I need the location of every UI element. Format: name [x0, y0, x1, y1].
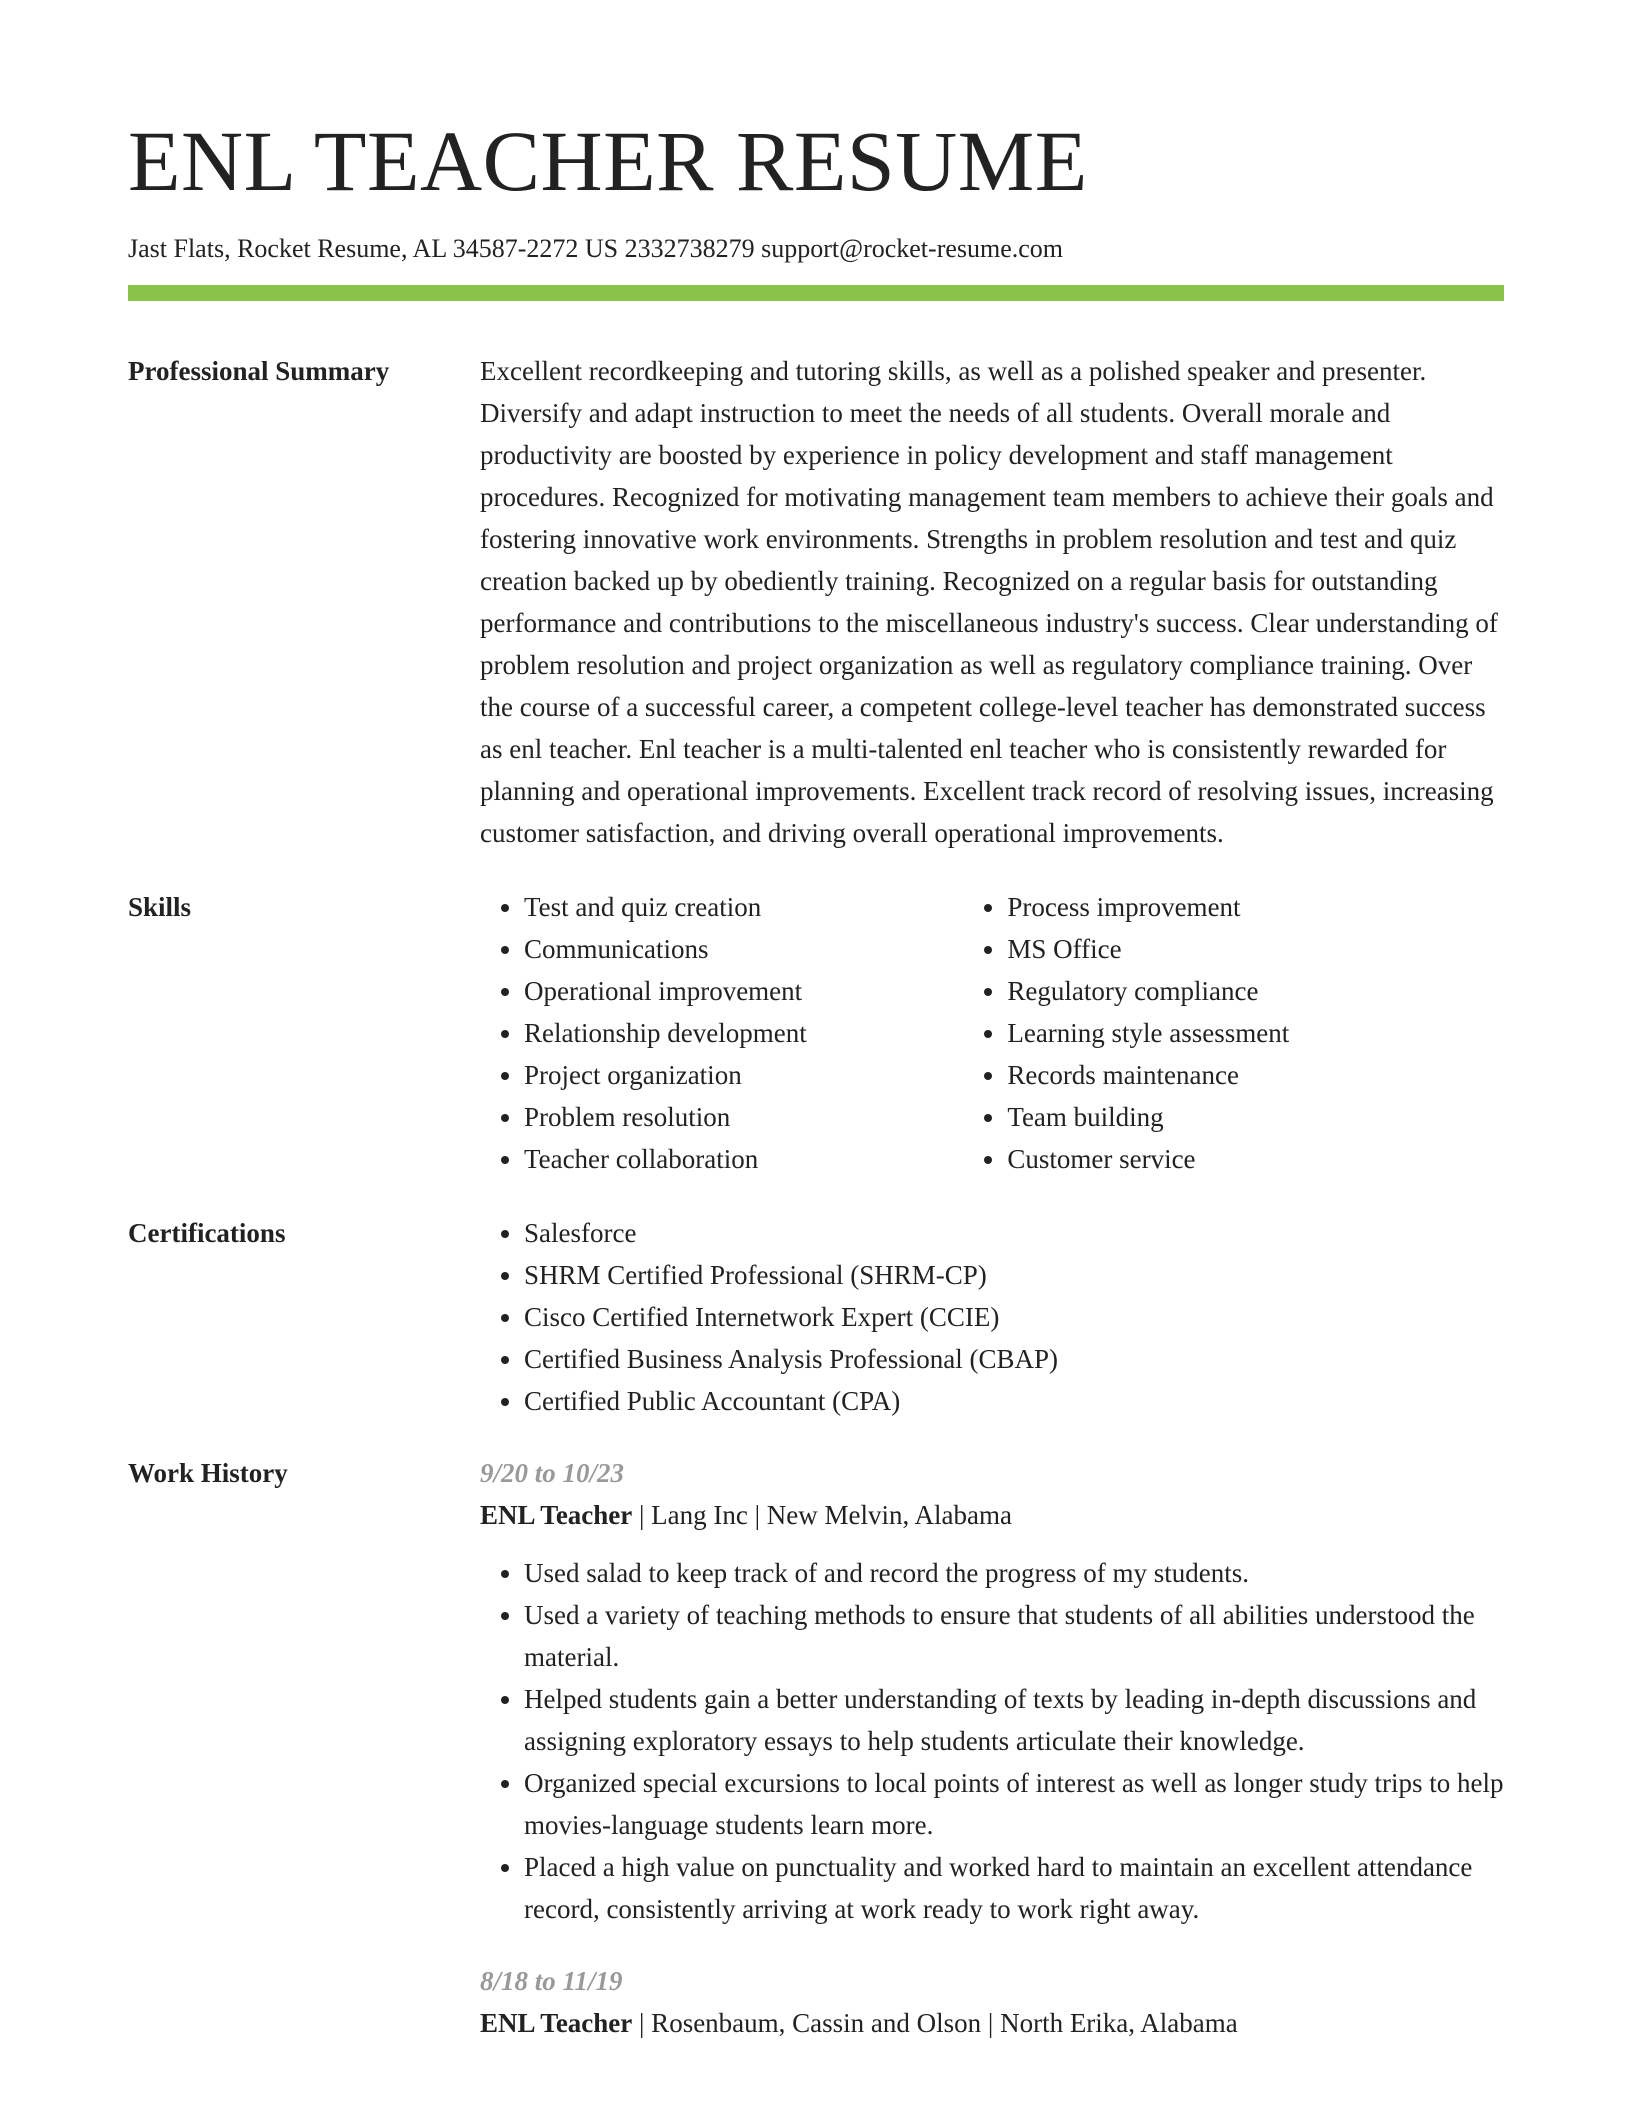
certification-item: • Certified Business Analysis Professional (CBAP)	[524, 1338, 1504, 1380]
certifications-heading: Certifications	[128, 1218, 286, 1248]
skills-list-right	[963, 886, 1504, 1180]
work-history-section	[128, 1452, 1504, 2044]
skill-item: • Records maintenance	[1007, 1054, 1504, 1096]
job-entry	[480, 1960, 1504, 2044]
certification-item: • Cisco Certified Internetwork Expert (CCIE)	[524, 1296, 1504, 1338]
skill-item: • Team building	[1007, 1096, 1504, 1138]
resume-body	[128, 350, 1504, 2044]
job-heading-line	[480, 1494, 1504, 1536]
skill-item: • Learning style assessment	[1007, 1012, 1504, 1054]
skills-heading: Skills	[128, 892, 192, 922]
skill-item: • Customer service	[1007, 1138, 1504, 1180]
summary-text: Excellent recordkeeping and tutoring skills, as well as a polished speaker and presenter. Diversify and adapt instruction to meet the needs of all students. Overall morale and productivity are boosted by experience in policy development and staff management procedures. Recognized for motivating management team members to achieve their goals and fostering innovative work environments. Strengths in problem resolution and test and quiz creation backed up by obediently training. Recognized on a regular basis for outstanding performance and contributions to the miscellaneous industry's success. Clear understanding of problem resolution and project organization as well as regulatory compliance training. Over the course of a successful career, a competent college-level teacher has demonstrated success as enl teacher. Enl teacher is a multi-talented enl teacher who is consistently rewarded for planning and operational improvements. Excellent track record of resolving issues, increasing customer satisfaction, and driving overall operational improvements.	[480, 356, 1498, 848]
skills-list-left	[480, 886, 963, 1180]
skill-item: • Regulatory compliance	[1007, 970, 1504, 1012]
work-history-heading: Work History	[128, 1458, 288, 1488]
contact-line: Jast Flats, Rocket Resume, AL 34587-2272 US 2332738279 support@rocket-resume.com	[128, 234, 1064, 263]
job-date: 9/20 to 10/23	[480, 1458, 625, 1488]
job-bullet: • Organized special excursions to local points of interest as well as longer study trips to help movies-language students learn more.	[524, 1762, 1504, 1846]
summary-section	[128, 350, 1504, 854]
skills-section	[128, 886, 1504, 1180]
job-title: ENL Teacher	[480, 2008, 633, 2038]
certifications-list	[480, 1212, 1504, 1422]
job-bullet-list	[480, 1552, 1504, 1930]
resume-title: ENL TEACHER RESUME	[128, 113, 1088, 209]
skill-item: • Teacher collaboration	[524, 1138, 963, 1180]
job-details: | Lang Inc | New Melvin, Alabama	[632, 1500, 1012, 1530]
skill-item: • Test and quiz creation	[524, 886, 963, 928]
job-bullet: • Used a variety of teaching methods to ensure that students of all abilities understood the material.	[524, 1594, 1504, 1678]
certifications-section	[128, 1212, 1504, 1422]
certification-item: • SHRM Certified Professional (SHRM-CP)	[524, 1254, 1504, 1296]
skill-item: • Process improvement	[1007, 886, 1504, 928]
job-title: ENL Teacher	[480, 1500, 633, 1530]
certification-item: • Certified Public Accountant (CPA)	[524, 1380, 1504, 1422]
skill-item: • MS Office	[1007, 928, 1504, 970]
job-bullet: • Helped students gain a better understanding of texts by leading in-depth discussions and assigning exploratory essays to help students articulate their knowledge.	[524, 1678, 1504, 1762]
skill-item: • Problem resolution	[524, 1096, 963, 1138]
skill-item: • Project organization	[524, 1054, 963, 1096]
job-bullet: • Used salad to keep track of and record the progress of my students.	[524, 1552, 1504, 1594]
job-details: | Rosenbaum, Cassin and Olson | North Erika, Alabama	[632, 2008, 1238, 2038]
header-divider	[128, 285, 1504, 301]
job-heading-line	[480, 2002, 1504, 2044]
summary-heading: Professional Summary	[128, 356, 390, 386]
job-entry	[480, 1452, 1504, 1930]
job-date: 8/18 to 11/19	[480, 1966, 623, 1996]
certification-item: • Salesforce	[524, 1212, 1504, 1254]
skill-item: • Relationship development	[524, 1012, 963, 1054]
job-bullet: • Placed a high value on punctuality and worked hard to maintain an excellent attendance record, consistently arriving at work ready to work right away.	[524, 1846, 1504, 1930]
skill-item: • Communications	[524, 928, 963, 970]
skill-item: • Operational improvement	[524, 970, 963, 1012]
